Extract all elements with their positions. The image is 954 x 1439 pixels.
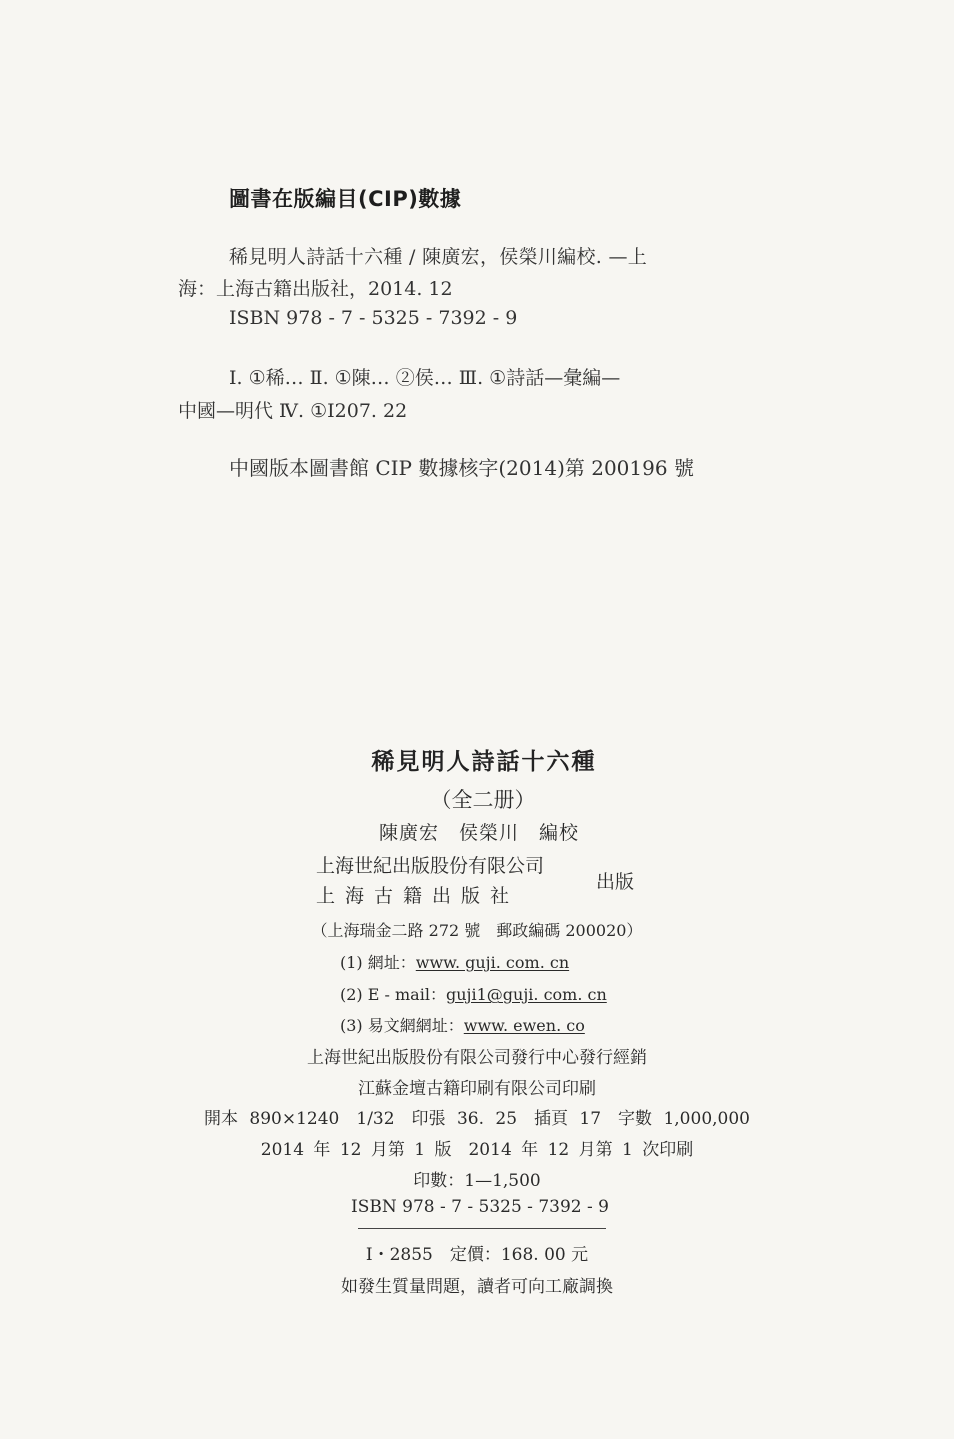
publisher-suffix: 出版 <box>596 871 635 893</box>
cip-record-number: 中國版本圖書館 CIP 數據核字(2014)第 200196 號 <box>229 456 694 480</box>
quality-notice: 如發生質量問題，讀者可向工廠調換 <box>341 1277 613 1297</box>
cip-classification-2: 中國—明代 Ⅳ. ①I207. 22 <box>178 400 408 422</box>
publisher-2: 上海古籍出版社 <box>316 885 520 907</box>
website-line <box>340 950 569 973</box>
ewen-link[interactable]: www. ewen. co <box>463 1016 585 1035</box>
email-label: (2) E - mail： <box>340 985 446 1004</box>
cip-classification-1: Ⅰ. ①稀… Ⅱ. ①陳… ②侯… Ⅲ. ①詩話—彙編— <box>229 367 621 389</box>
print-run: 印數：1—1,500 <box>413 1171 541 1191</box>
ewen-line <box>340 1013 585 1036</box>
email-link[interactable]: guji1@guji. com. cn <box>445 985 607 1004</box>
ewen-label: (3) 易文網網址： <box>340 1016 464 1035</box>
volume-count: （全二册） <box>430 788 536 812</box>
cip-line-1: 稀見明人詩話十六種 / 陳廣宏，侯榮川編校. —上 <box>229 246 648 268</box>
editors: 陳廣宏 侯榮川 編校 <box>378 822 579 844</box>
price: I・2855 定價：168. 00 元 <box>365 1245 589 1265</box>
printer: 江蘇金壇古籍印刷有限公司印刷 <box>358 1079 596 1099</box>
edition-info: 2014 年 12 月第 1 版 2014 年 12 月第 1 次印刷 <box>260 1140 694 1160</box>
book-title: 稀見明人詩話十六種 <box>371 749 597 775</box>
format-specs: 開本 890×1240 1/32 印張 36. 25 插頁 17 字數 1,000,000 <box>204 1109 750 1129</box>
publisher-block <box>316 849 656 915</box>
distributor: 上海世紀出版股份有限公司發行中心發行經銷 <box>307 1048 647 1068</box>
cip-line-2: 海：上海古籍出版社，2014. 12 <box>178 278 453 300</box>
publisher-address: （上海瑞金二路 272 號 郵政編碼 200020） <box>311 921 643 940</box>
divider <box>358 1228 606 1229</box>
publisher-1: 上海世紀出版股份有限公司 <box>316 855 545 877</box>
imprint-isbn: ISBN 978 - 7 - 5325 - 7392 - 9 <box>351 1197 609 1217</box>
website-link[interactable]: www. guji. com. cn <box>415 953 570 972</box>
website-label: (1) 網址： <box>340 953 416 972</box>
cip-isbn: ISBN 978 - 7 - 5325 - 7392 - 9 <box>229 307 518 329</box>
email-line <box>340 982 607 1005</box>
cip-heading: 圖書在版編目(CIP)數據 <box>229 187 462 211</box>
